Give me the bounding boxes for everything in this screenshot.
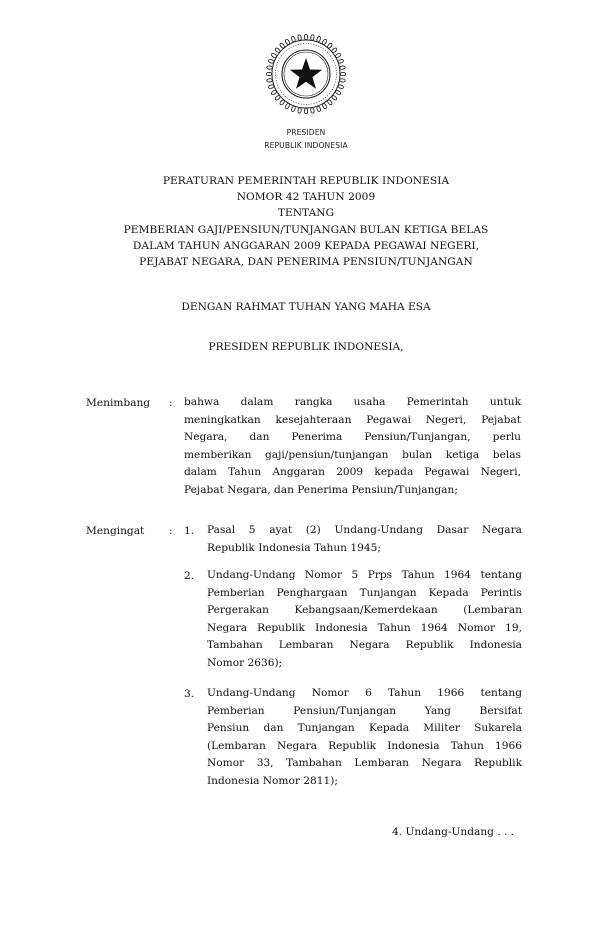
- text-line: Pejabat Negara, dan Penerima Pensiun/Tunjangan;: [184, 483, 458, 496]
- item-number: 2.: [184, 570, 195, 582]
- page-continuation: 4. Undang-Undang . . .: [392, 826, 515, 838]
- text-line: Pensiun dan Tunjangan Kepada Militer Sukarela: [207, 722, 522, 735]
- item-number: 1.: [184, 525, 195, 537]
- header-presiden: PRESIDEN: [286, 128, 326, 137]
- text-line: Nomor 2636);: [207, 656, 283, 669]
- text-line: bahwa dalam rangka usaha Pemerintah untuk: [184, 396, 521, 408]
- text-line: Undang-Undang Nomor 5 Prps Tahun 1964 tentang: [207, 569, 522, 581]
- title-line: DALAM TAHUN ANGGARAN 2009 KEPADA PEGAWAI NEGERI,: [132, 239, 480, 252]
- text-line: Undang-Undang Nomor 6 Tahun 1966 tentang: [207, 687, 522, 699]
- item-number: 3.: [184, 688, 195, 700]
- title-line: NOMOR 42 TAHUN 2009: [236, 191, 376, 204]
- text-line: Indonesia Nomor 2811);: [207, 774, 338, 787]
- mengingat-item-3: [207, 685, 522, 791]
- mengingat-colon: :: [169, 525, 173, 537]
- menimbang-text: [184, 394, 521, 500]
- text-line: Tambahan Lembaran Negara Republik Indonesia: [207, 639, 522, 652]
- invocation: DENGAN RAHMAT TUHAN YANG MAHA ESA: [181, 301, 431, 313]
- mengingat-label: Mengingat: [86, 525, 145, 537]
- title-line: PERATURAN PEMERINTAH REPUBLIK INDONESIA: [162, 175, 450, 187]
- title-line: PEJABAT NEGARA, DAN PENERIMA PENSIUN/TUNJANGAN: [139, 256, 473, 269]
- header-republik: REPUBLIK INDONESIA: [264, 141, 348, 150]
- title-line: PEMBERIAN GAJI/PENSIUN/TUNJANGAN BULAN KETIGA BELAS: [123, 223, 489, 236]
- text-line: Pemberian Pensiun/Tunjangan Yang Bersifat: [207, 704, 522, 717]
- text-line: Pemberian Penghargaan Tunjangan Kepada Perintis: [207, 586, 522, 599]
- text-line: Republik Indonesia Tahun 1945;: [207, 541, 381, 554]
- text-line: meningkatkan kesejahteraan Pegawai Negeri, Pejabat: [184, 413, 521, 426]
- mengingat-item-2: [207, 567, 522, 673]
- title-line: TENTANG: [277, 207, 335, 220]
- text-line: Negara Republik Indonesia Tahun 1964 Nomor 19,: [207, 621, 522, 634]
- text-line: Pasal 5 ayat (2) Undang-Undang Dasar Negara: [207, 524, 522, 536]
- document-title: [0, 173, 612, 270]
- menimbang-colon: :: [169, 397, 173, 409]
- text-line: Nomor 33, Tambahan Lembaran Negara Republik: [207, 757, 522, 770]
- text-line: memberikan gaji/pensiun/tunjangan bulan ketiga belas: [184, 448, 521, 461]
- issuer: PRESIDEN REPUBLIK INDONESIA,: [208, 341, 404, 353]
- mengingat-item-1: [207, 522, 522, 557]
- menimbang-label: Menimbang: [86, 397, 151, 409]
- text-line: dalam Tahun Anggaran 2009 kepada Pegawai Negeri,: [184, 466, 521, 479]
- text-line: Negara, dan Penerima Pensiun/Tunjangan, perlu: [184, 431, 521, 444]
- text-line: (Lembaran Negara Republik Indonesia Tahun 1966: [207, 739, 522, 752]
- text-line: Pergerakan Kebangsaan/Kemerdekaan (Lembaran: [207, 604, 522, 617]
- star-emblem-icon: [266, 34, 346, 114]
